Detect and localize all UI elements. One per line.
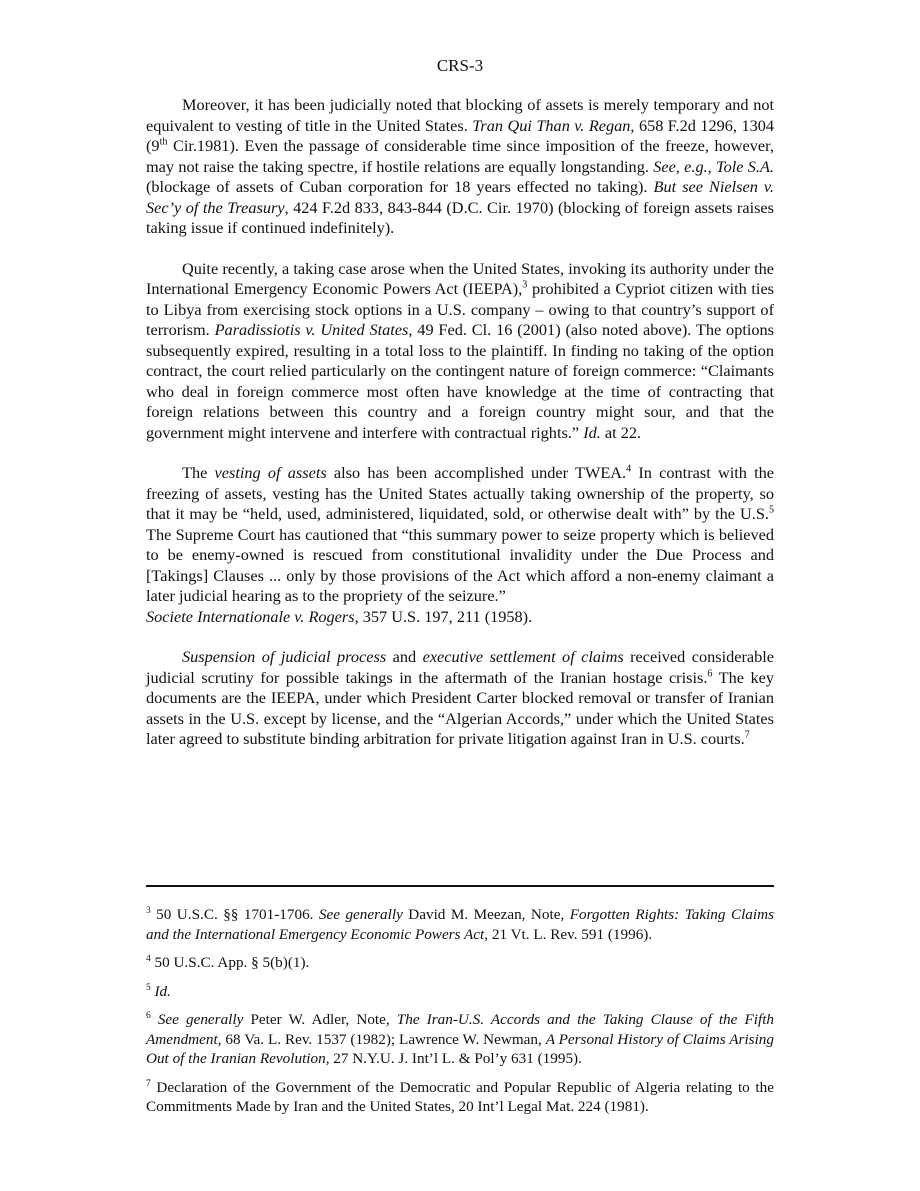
footnote-3: $^3$ 50 U.S.C. §§ 1701-1706. See generally David M. Meezan, Note, Forgotten Rights: Taking Claims and the International Emergency Economic Powers Act, 21 Vt. L. Rev. 591 (1996). <box>146 905 774 943</box>
paragraph-judicial-process: Suspension of judicial process and executive settlement of claims received considerable judicial scrutiny for possible takings in the aftermath of the Iranian hostage crisis.$^6$ The key documents are the IEEPA, under which President Carter blocked removal or transfer of Iranian assets in the U.S. except by license, and the “Algerian Accords,” under which the United States later agreed to substitute binding arbitration for private litigation against Iran in U.S. courts.$^7$ <box>146 647 774 748</box>
case-citation: Paradissiotis v. United States <box>214 320 409 339</box>
page-header: CRS-3 <box>436 56 484 75</box>
emphasis-term: vesting of assets <box>214 463 327 482</box>
emphasis-term: executive settlement of claims <box>422 647 624 666</box>
footnote-7: $^7$ Declaration of the Government of the Democratic and Popular Republic of Algeria relating to the Commitments Made by Iran and the United States, 20 Int’l Legal Mat. 224 (1981). <box>146 1078 774 1115</box>
footnote-6: $^6$ See generally Peter W. Adler, Note, The Iran-U.S. Accords and the Taking Clause of the Fifth Amendment, 68 Va. L. Rev. 1537 (1982); Lawrence W. Newman, A Personal History of Claims Arising Out of the Iranian Revolution, 27 N.Y.U. J. Int’l L. & Pol’y 631 (1995). <box>146 1010 775 1067</box>
case-citation: Societe Internationale v. Rogers <box>146 606 355 626</box>
footnote-ref-3[interactable]: 3 <box>522 279 528 291</box>
paragraph-blocking-of-assets: Moreover, it has been judicially noted that blocking of assets is merely temporary and not equivalent to vesting of title in the United States. Tran Qui Than v. Regan, 658 F.2d 1296, 1304 (9th Cir.1981). Even the passage of considerable time since imposition of the freeze, however, may not raise the taking spectre, if hostile relations are equally longstanding. See, e.g., Tole S.A. (blockage of assets of Cuban corporation for 18 years effected no taking). But see Nielsen v. Sec’y of the Treasury, 424 F.2d 833, 843-844 (D.C. Cir. 1970) (blocking of foreign assets raises taking issue if continued indefinitely). <box>146 95 775 237</box>
footnote-ref-7[interactable]: 7 <box>744 729 750 741</box>
footnote-ref-5[interactable]: 5 <box>768 504 774 516</box>
paragraph-vesting-of-assets: The vesting of assets also has been accomplished under TWEA.$^4$ In contrast with the freezing of assets, vesting has the United States actually taking ownership of the property, so that it may be “held, used, administered, liquidated, sold, or otherwise dealt with” by the U.S.$^5$ The Supreme Court has cautioned that “this summary power to seize property which is believed to be enemy-owned is rescued from constitutional invalidity under the Due Process and [Takings] Clauses ... only by those provisions of the Act which afford a non-enemy claimant a later judicial hearing as to the propriety of the seizure.” Societe Internationale v. Rogers, 357 U.S. 197, 211 (1958). <box>146 463 775 626</box>
case-citation: See, e.g., Tole S.A. <box>653 156 774 176</box>
footnote-ref-6[interactable]: 6 <box>707 668 713 680</box>
footnote-divider <box>146 885 774 887</box>
footnote-4: $^4$ 50 U.S.C. App. § 5(b)(1). <box>146 953 310 971</box>
case-citation: But see Nielsen v. Sec’y of the Treasury <box>146 177 774 217</box>
body-text <box>146 95 774 750</box>
paragraph-ieepa-taking-case: Quite recently, a taking case arose when the United States, invoking its authority under the International Emergency Economic Powers Act (IEEPA),$^3$ prohibited a Cypriot citizen with ties to Libya from exercising stock options in a U.S. company – owing to that country’s support of terrorism. Paradissiotis v. United States, 49 Fed. Cl. 16 (2001) (also noted above). The options subsequently expired, resulting in a total loss to the plaintiff. In finding no taking of the option contract, the court relied particularly on the contingent nature of foreign commerce: “Claimants who deal in foreign commerce most often have knowledge at the time of contracting that foreign relations between this country and a foreign country might sour, and that the government might intervene and interfere with contractual rights.” Id. at 22. <box>146 258 775 442</box>
footnote-ref-4[interactable]: 4 <box>626 463 632 475</box>
case-citation: Id. <box>583 422 601 442</box>
emphasis-term: Suspension of judicial process <box>182 647 387 666</box>
case-citation: Tran Qui Than v. Regan <box>472 115 631 135</box>
footnotes <box>146 905 774 1126</box>
footnote-5: $^5$ Id. <box>146 982 171 1000</box>
